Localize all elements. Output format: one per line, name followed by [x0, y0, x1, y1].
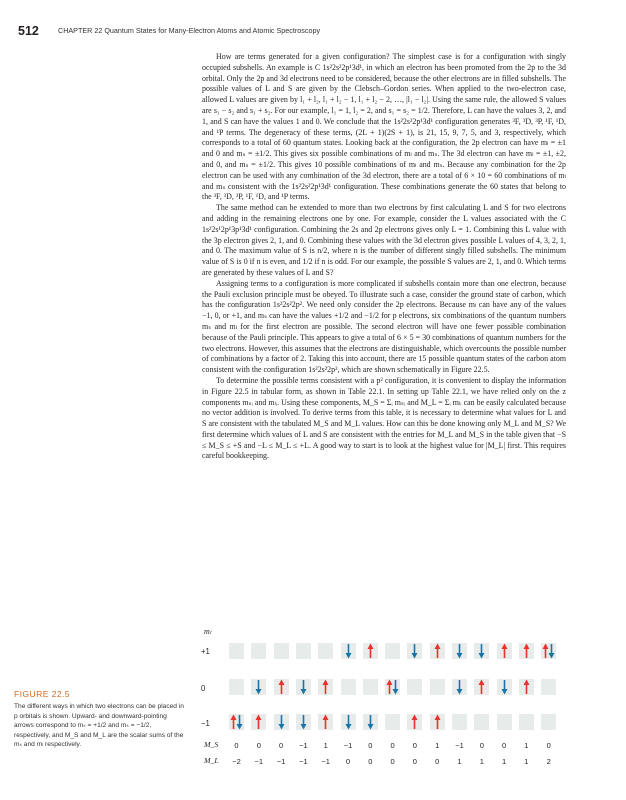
orbital-box [229, 714, 244, 730]
orbital-box [274, 679, 289, 695]
ml-value: 0 [368, 757, 373, 766]
orbital-box [318, 679, 333, 695]
ml-value: −1 [299, 757, 308, 766]
ms-value: −1 [343, 741, 353, 750]
ml-value: 0 [435, 757, 440, 766]
spin-up-arrow [519, 679, 534, 695]
ml-value: 0 [390, 757, 395, 766]
orbital-box [385, 679, 400, 695]
spin-up-arrow [430, 714, 445, 730]
spin-down-arrow [296, 714, 311, 730]
orbital-box [519, 679, 534, 695]
ms-value: −1 [455, 741, 464, 750]
orbital-box [229, 643, 244, 659]
orbital-box [474, 714, 489, 730]
ml-value: 1 [524, 757, 529, 766]
figure-caption: The different ways in which two electrons can be placed in p orbitals is shown. Upward- and downward-pointing arrows correspond to mₛ = +1/2 and mₛ = −1/2, respectively, and M_S and M_L are the scalar sums of the mₛ and mₗ respectively. [14, 703, 184, 749]
paragraph: To determine the possible terms consistent with a p² configuration, it is convenient to display the information in Figure 22.5 in tabular form, as shown in Table 22.1. In setting up Table 22.1, we have relied only on the z components mₛᵢ and mₗᵢ. Using these components, M_S = Σᵢ mₛᵢ and M_L = Σᵢ mₗᵢ can be easily calculated because no vector addition is involved. To derive terms from this table, it is necessary to determine what values for L and S are consistent with the tabulated M_S and M_L values. How can this be done knowing only M_L and M_S? We first determine which values of L and S are consistent with the entries for M_L and M_S in the table given that −S ≤ M_S ≤ +S and −L ≤ M_L ≤ +L. A good way to start is to look at the highest value for |M_L| first. This requires careful bookkeeping. [202, 375, 566, 461]
ms-value: 0 [502, 741, 507, 750]
chapter-title: CHAPTER 22 Quantum States for Many-Electron Atoms and Atomic Spectroscopy [58, 26, 321, 35]
spin-down-arrow [407, 643, 422, 659]
ml-value: 0 [412, 757, 417, 766]
orbital-box [452, 714, 467, 730]
orbital-box [430, 679, 445, 695]
ml-value: 1 [502, 757, 507, 766]
orbital-box [452, 643, 467, 659]
ms-value: 1 [524, 741, 529, 750]
ml-value: 1 [457, 757, 462, 766]
orbital-box [407, 643, 422, 659]
spin-down-arrow [341, 643, 356, 659]
body-text [202, 52, 566, 462]
orbital-box [519, 714, 534, 730]
orbital-box [296, 643, 311, 659]
orbital-box [541, 714, 556, 730]
spin-down-arrow [229, 714, 244, 730]
orbital-box [407, 714, 422, 730]
orbital-box [363, 679, 378, 695]
ml-value: −2 [232, 757, 241, 766]
ml-value: −1 [321, 757, 330, 766]
ms-value: 1 [323, 741, 328, 750]
orbital-box [296, 714, 311, 730]
spin-down-arrow [296, 679, 311, 695]
ms-value: 0 [368, 741, 373, 750]
ms-value: 0 [390, 741, 395, 750]
orbital-box [497, 679, 512, 695]
ms-value: 0 [479, 741, 484, 750]
spin-up-arrow [318, 679, 333, 695]
spin-up-arrow [407, 714, 422, 730]
page-number: 512 [18, 24, 39, 38]
ml-value: 2 [546, 757, 551, 766]
orbital-box [497, 714, 512, 730]
spin-down-arrow [341, 714, 356, 730]
orbital-box [519, 643, 534, 659]
ms-value: 0 [412, 741, 417, 750]
orbital-box [251, 643, 266, 659]
spin-down-arrow [251, 679, 266, 695]
spin-up-arrow [519, 643, 534, 659]
orbital-box [497, 643, 512, 659]
spin-up-arrow [363, 643, 378, 659]
ml-value: −1 [254, 757, 264, 766]
orbital-box [385, 714, 400, 730]
paragraph: The same method can be extended to more than two electrons by first calculating L and S for two electrons and adding in the remaining electrons one by one. For example, consider the L values associated with the C 1s²2s¹2p¹3p¹3d¹ configuration. Combining the 2s and 2p electrons gives only L = 1. Combining this L value with the 3p electron gives 2, 1, and 0. Combining these values with the 3d electron gives possible L values of 4, 3, 2, 1, and 0. The maximum value of S is n/2, where n is the number of different singly filled subshells. The minimum value of S is 0 if n is even, and 1/2 if n is odd. For our example, the possible S values are 2, 1, and 0. Which terms are generated by these values of L and S? [202, 203, 566, 277]
ml-value: 1 [479, 757, 484, 766]
ml-row-label: 0 [201, 684, 206, 693]
spin-down-arrow [274, 714, 289, 730]
orbital-box [318, 643, 333, 659]
orbital-box [474, 643, 489, 659]
orbital-box [318, 714, 333, 730]
orbital-box [229, 679, 244, 695]
ml-axis-label: mₗ [204, 627, 212, 636]
spin-down-arrow [363, 714, 378, 730]
figure-title: FIGURE 22.5 [14, 689, 70, 699]
spin-down-arrow [385, 679, 400, 695]
orbital-box [251, 679, 266, 695]
ml-value: 0 [345, 757, 351, 766]
ml-row-label: −1 [201, 719, 210, 728]
ms-value: −1 [299, 741, 308, 750]
orbital-box [541, 679, 556, 695]
orbital-box [363, 714, 378, 730]
orbital-box [541, 643, 556, 659]
spin-up-arrow [497, 643, 512, 659]
ml-row-label: +1 [201, 647, 210, 656]
spin-up-arrow [474, 679, 489, 695]
orbital-box [452, 679, 467, 695]
orbital-box [274, 714, 289, 730]
spin-up-arrow [318, 714, 333, 730]
ml-value: −1 [276, 757, 286, 766]
ms-label: M_S [204, 740, 219, 749]
orbital-box [341, 643, 356, 659]
paragraph: How are terms generated for a given configuration? The simplest case is for a configuration with singly occupied subshells. An example is C 1s²2s²2p¹3d¹, in which an electron has been promoted from the 2p to the 3d orbital. Only the 2p and 3d electrons need to be considered, because the other electrons are in filled subshells. The possible values of L and S are given by the Clebsch–Gordon series. When applied to the two-electron case, allowed L values are given by l₁ + l₂, l₁ + l₂ − 1, l₁ + l₂ − 2, …, |l₁ − l₂|. Using the same rule, the allowed S values are s₁ − s₂ and s₁ + s₂. For our example, l₁ = 1, l₂ = 2, and s₁ = s₂ = 1/2. Therefore, L can have the values 3, 2, and 1, and S can have the values 1 and 0. We conclude that the 1s²2s²2p¹3d¹ configuration generates ³F, ³D, ³P, ¹F, ¹D, and ¹P terms. The degeneracy of these terms, (2L + 1)(2S + 1), is 21, 15, 9, 7, 5, and 3, respectively, which corresponds to a total of 60 quantum states. Looking back at the configuration, the 2p electron can have mₗ = ±1 and 0 and mₛ = ±1/2. This gives six possible combinations of mₗ and mₛ. The 3d electron can have mₗ = ±1, ±2, and 0, and mₛ = ±1/2. This gives 10 possible combinations of mₗ and mₛ. Because any combination for the 2p electron can be used with any combination of the 3d electron, there are a total of 6 × 10 = 60 combinations of mₗ and mₛ consistent with the 1s²2s²2p¹3d¹ configuration. These combinations generate the 60 states that belong to the ³F, ³D, ³P, ¹F, ¹D, and ¹P terms. [202, 52, 566, 202]
orbital-box [385, 643, 400, 659]
orbital-box [430, 714, 445, 730]
spin-up-arrow [251, 714, 266, 730]
spin-down-arrow [474, 643, 489, 659]
orbital-box [430, 643, 445, 659]
spin-down-arrow [452, 643, 467, 659]
ms-value: 0 [234, 741, 239, 750]
spin-down-arrow [452, 679, 467, 695]
ms-value: 1 [435, 741, 440, 750]
orbital-box [474, 679, 489, 695]
orbital-box [341, 679, 356, 695]
spin-up-arrow [274, 679, 289, 695]
orbital-box [363, 643, 378, 659]
spin-down-arrow [541, 643, 556, 659]
paragraph: Assigning terms to a configuration is more complicated if subshells contain more than one electron, because the Pauli exclusion principle must be obeyed. To illustrate such a case, consider the ground state of carbon, which has the configuration 1s²2s²2p². We need only consider the 2p electrons. Because mₗ can have any of the values −1, 0, or +1, and mₛ can have the values +1/2 and −1/2 for p electrons, six combinations of the quantum numbers mₛ and mₗ for the first electron are possible. The second electron will have one fewer possible combination because of the Pauli principle. This appears to give a total of 6 × 5 = 30 combinations of quantum numbers for the two electrons. However, this assumes that the electrons are distinguishable, which overcounts the possible number of combinations by a factor of 2. Taking this into account, there are 15 possible quantum states of the carbon atom consistent with the configuration 1s²2s²2p², which are shown schematically in Figure 22.5. [202, 278, 566, 375]
ms-value: 0 [546, 741, 551, 750]
ml-label: M_L [204, 756, 219, 765]
ms-value: 0 [279, 741, 284, 750]
orbital-box [296, 679, 311, 695]
figure-caption-block [14, 690, 184, 749]
spin-up-arrow [430, 643, 445, 659]
orbital-box [407, 679, 422, 695]
ms-value: 0 [256, 741, 261, 750]
orbital-box [341, 714, 356, 730]
orbital-box [274, 643, 289, 659]
page-header [18, 24, 608, 38]
spin-down-arrow [497, 679, 512, 695]
orbital-box [251, 714, 266, 730]
